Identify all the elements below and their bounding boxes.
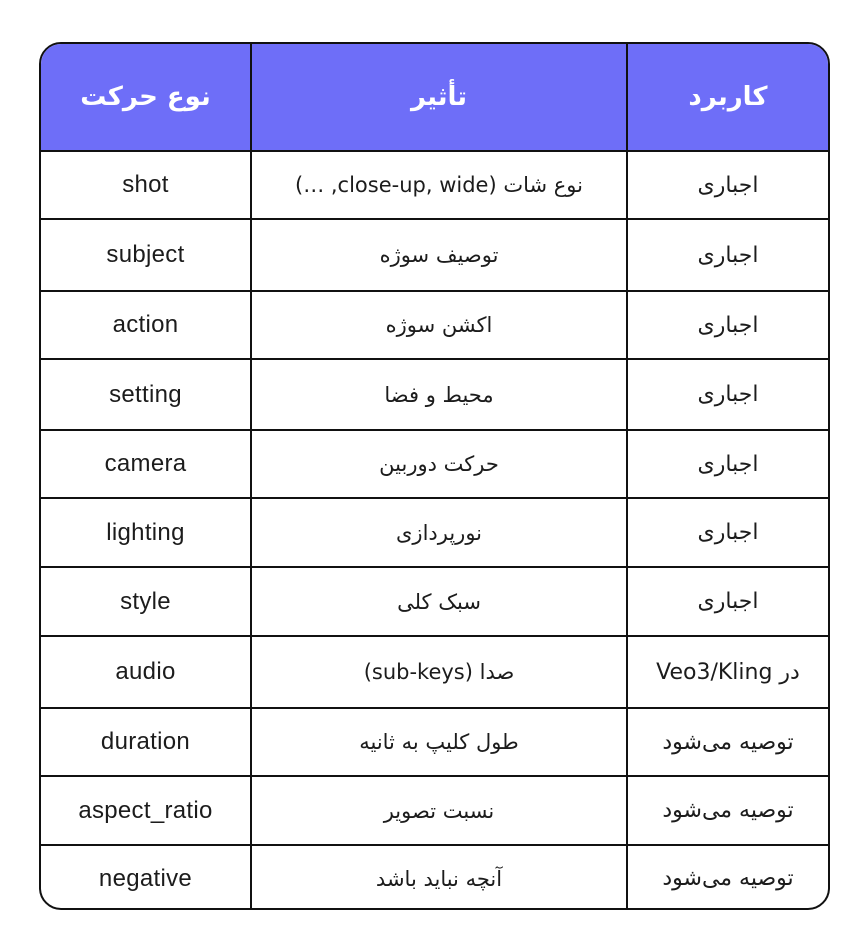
type-cell: duration	[41, 708, 251, 776]
type-cell: audio	[41, 636, 251, 708]
effect-cell: نوع شات (close-up, wide, …)	[251, 151, 627, 219]
table-row	[41, 151, 828, 219]
type-cell: style	[41, 567, 251, 636]
type-cell: setting	[41, 359, 251, 430]
type-cell: negative	[41, 845, 251, 910]
usage-cell: اجباری	[627, 567, 828, 636]
prompt-keys-table	[39, 42, 830, 910]
table	[41, 44, 828, 910]
usage-cell: اجباری	[627, 430, 828, 498]
usage-cell: اجباری	[627, 498, 828, 567]
table-row	[41, 219, 828, 291]
header-effect: تأثیر	[251, 44, 627, 151]
table-row	[41, 430, 828, 498]
effect-cell: صدا (sub-keys)	[251, 636, 627, 708]
effect-cell: حرکت دوربین	[251, 430, 627, 498]
usage-cell: اجباری	[627, 291, 828, 359]
effect-cell: توصیف سوژه	[251, 219, 627, 291]
usage-cell: اجباری	[627, 359, 828, 430]
usage-cell: توصیه می‌شود	[627, 776, 828, 845]
effect-cell: سبک کلی	[251, 567, 627, 636]
table-body	[41, 151, 828, 910]
usage-cell: توصیه می‌شود	[627, 845, 828, 910]
usage-cell: اجباری	[627, 151, 828, 219]
effect-cell: نسبت تصویر	[251, 776, 627, 845]
type-cell: camera	[41, 430, 251, 498]
effect-cell: طول کلیپ به ثانیه	[251, 708, 627, 776]
effect-cell: آنچه نباید باشد	[251, 845, 627, 910]
effect-cell: نورپردازی	[251, 498, 627, 567]
table-row	[41, 498, 828, 567]
table-row	[41, 845, 828, 910]
table-row	[41, 567, 828, 636]
effect-cell: اکشن سوژه	[251, 291, 627, 359]
usage-cell: اجباری	[627, 219, 828, 291]
type-cell: aspect_ratio	[41, 776, 251, 845]
type-cell: action	[41, 291, 251, 359]
header-type: نوع حرکت	[41, 44, 251, 151]
table-row	[41, 359, 828, 430]
usage-cell: توصیه می‌شود	[627, 708, 828, 776]
type-cell: lighting	[41, 498, 251, 567]
table-row	[41, 776, 828, 845]
header-row	[41, 44, 828, 151]
type-cell: subject	[41, 219, 251, 291]
table-row	[41, 636, 828, 708]
effect-cell: محیط و فضا	[251, 359, 627, 430]
table-row	[41, 708, 828, 776]
type-cell: shot	[41, 151, 251, 219]
header-usage: کاربرد	[627, 44, 828, 151]
usage-cell: در Veo3/Kling	[627, 636, 828, 708]
table-row	[41, 291, 828, 359]
